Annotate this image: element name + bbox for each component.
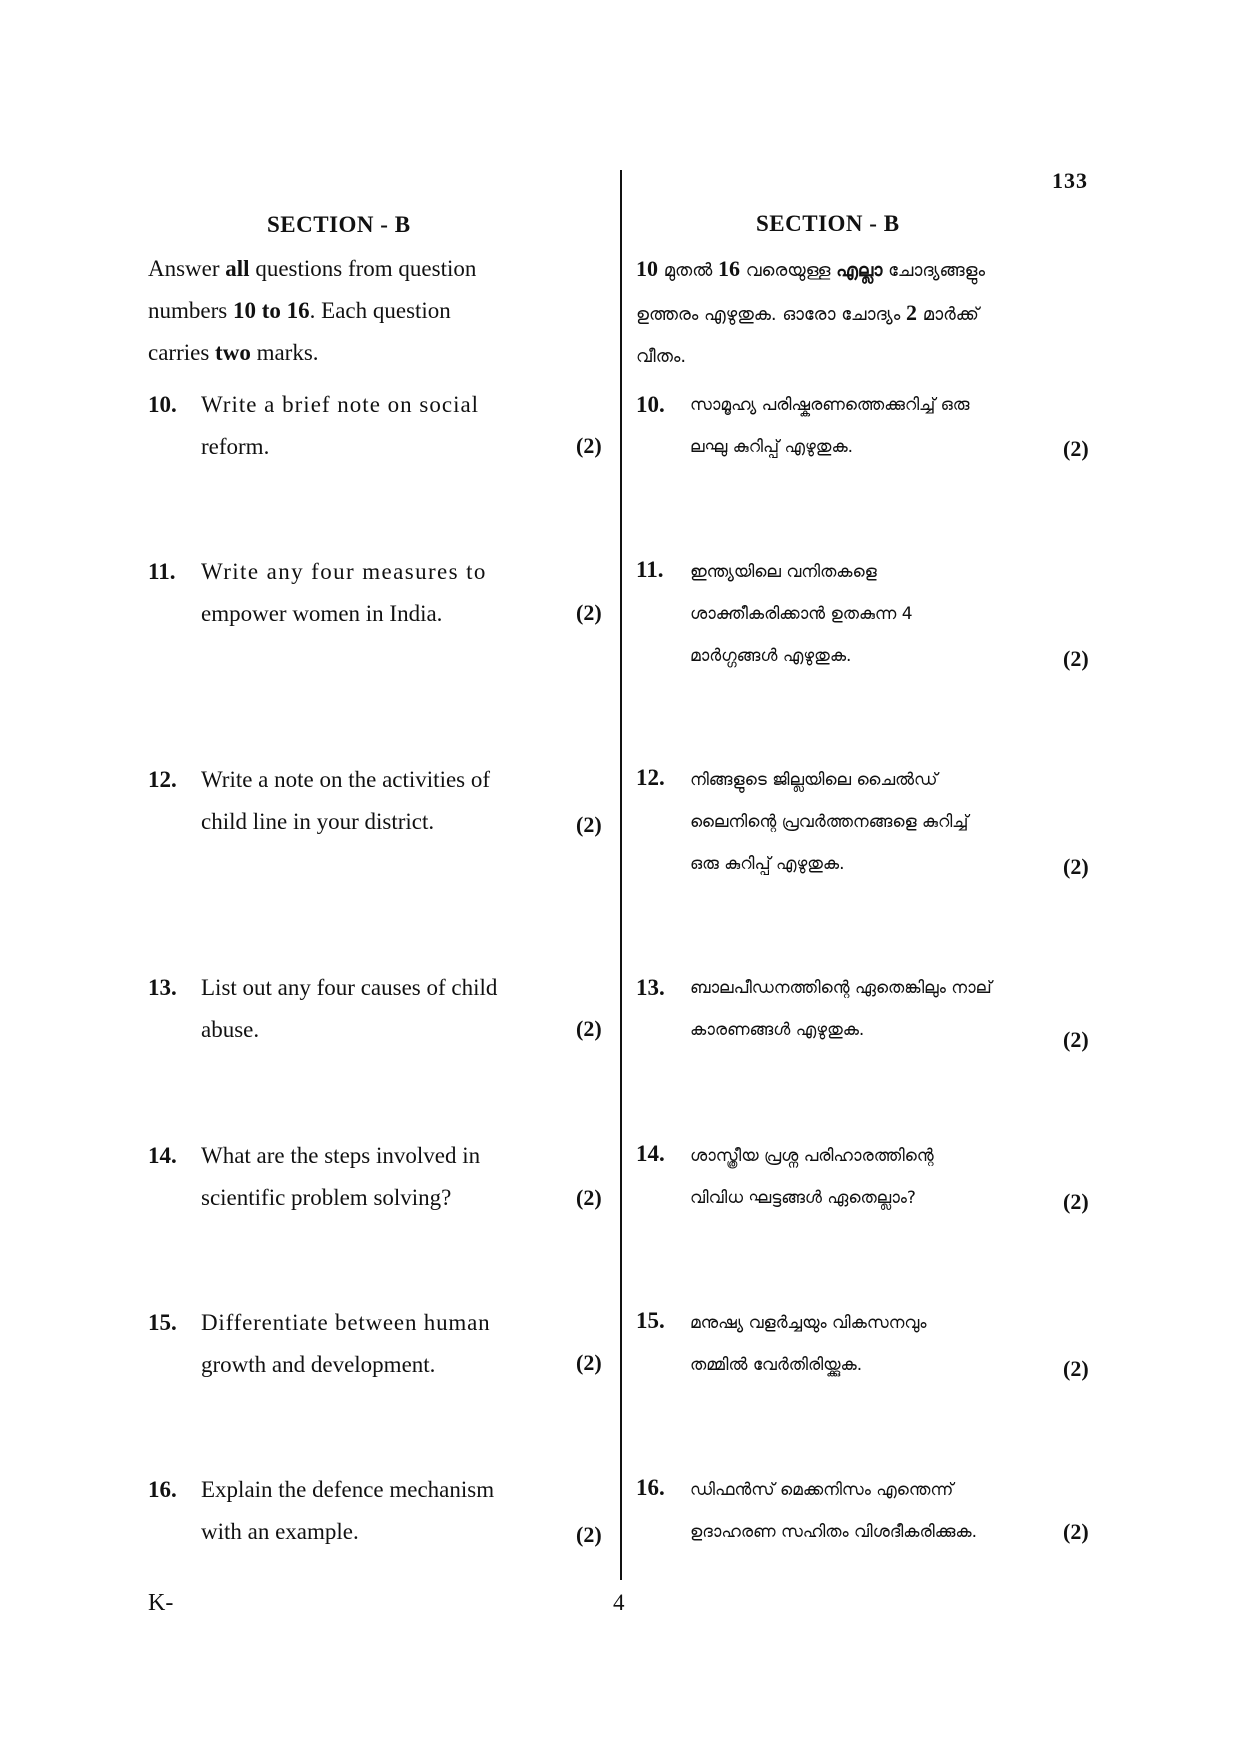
ml-q14-number: 14. [636, 1141, 665, 1166]
en-q11-marks: (2) [576, 600, 602, 625]
ml-q14-text: ശാസ്ത്രീയ പ്രശ്ന പരിഹാരത്തിന്റെ വിവിധ ഘട്ടങ്ങൾ ഏതെല്ലാം? [690, 1146, 934, 1208]
ml-q16-number: 16. [636, 1475, 665, 1500]
en-q14-text: What are the steps involved in scientific problem solving? [201, 1143, 481, 1210]
footer-page-number: 4 [613, 1590, 625, 1615]
ml-q12-text: നിങ്ങളുടെ ജില്ലയിലെ ചൈൽഡ് ലൈനിന്റെ പ്രവർത്തനങ്ങളെ കുറിച്ച് ഒരു കുറിപ്പ് എഴുതുക. [690, 770, 969, 874]
en-q14-number: 14. [148, 1143, 177, 1168]
ml-q13-marks: (2) [1063, 1027, 1089, 1052]
ml-q10-number: 10. [636, 392, 665, 417]
ml-q16-marks: (2) [1063, 1519, 1089, 1544]
ml-q10-text: സാമൂഹ്യ പരിഷ്കരണത്തെക്കുറിച്ച് ഒരു ലഘു കുറിപ്പ് എഴുതുക. [690, 395, 970, 457]
en-q15-marks: (2) [576, 1350, 602, 1375]
ml-q16-text: ഡിഫൻസ് മെക്കനിസം എന്തെന്ന് ഉദാഹരണ സഹിതം വിശദീകരിക്കുക. [690, 1480, 978, 1542]
english-section-title: SECTION - B [267, 212, 411, 237]
en-q16-marks: (2) [576, 1522, 602, 1547]
en-q10-number: 10. [148, 392, 177, 417]
ml-q13-text: ബാലപീഡനത്തിന്റെ ഏതെങ്കിലും നാല് കാരണങ്ങൾ എഴുതുക. [690, 978, 992, 1040]
en-q10-marks: (2) [576, 433, 602, 458]
en-q13-marks: (2) [576, 1016, 602, 1041]
ml-q14-marks: (2) [1063, 1189, 1089, 1214]
en-q13-text: List out any four causes of child abuse. [201, 975, 498, 1042]
ml-q12-number: 12. [636, 765, 665, 790]
en-q12-number: 12. [148, 767, 177, 792]
en-q16-text: Explain the defence mechanism with an example. [201, 1477, 495, 1544]
en-q12-text: Write a note on the activities of child line in your district. [201, 767, 491, 834]
ml-q11-number: 11. [636, 557, 664, 582]
malayalam-section-title: SECTION - B [756, 211, 900, 236]
ml-q11-text: ഇന്ത്യയിലെ വനിതകളെ ശാക്തീകരിക്കാൻ ഉതകുന്ന 4 മാർഗ്ഗങ്ങൾ എഴുതുക. [690, 562, 913, 666]
en-q11-number: 11. [148, 559, 176, 584]
en-q15-number: 15. [148, 1310, 177, 1335]
en-q10-text: Write a brief note on social reform. [201, 392, 480, 459]
en-q13-number: 13. [148, 975, 177, 1000]
english-instruction: Answer all questions from question numbers 10 to 16. Each question carries two marks. [148, 256, 477, 365]
en-q16-number: 16. [148, 1477, 177, 1502]
malayalam-instruction: 10 മുതൽ 16 വരെയുള്ള എല്ലാ ചോദ്യങ്ങളും ഉത്തരം എഴുതുക. ഓരോ ചോദ്യം 2 മാർക്ക് വീതം. [636, 256, 986, 367]
page-code: 133 [1052, 168, 1088, 193]
en-q12-marks: (2) [576, 812, 602, 837]
column-divider [620, 170, 622, 1580]
ml-q10-marks: (2) [1063, 436, 1089, 461]
ml-q15-marks: (2) [1063, 1356, 1089, 1381]
footer-code: K- [148, 1590, 174, 1616]
ml-q12-marks: (2) [1063, 854, 1089, 879]
en-q14-marks: (2) [576, 1185, 602, 1210]
ml-q11-marks: (2) [1063, 646, 1089, 671]
ml-q15-text: മനുഷ്യ വളർച്ചയും വികസനവും തമ്മിൽ വേർതിരിയ്ക്കുക. [690, 1313, 927, 1375]
en-q15-text: Differentiate between human growth and development. [201, 1310, 491, 1377]
en-q11-text: Write any four measures to empower women in India. [201, 559, 487, 626]
ml-q13-number: 13. [636, 975, 665, 1000]
ml-q15-number: 15. [636, 1308, 665, 1333]
